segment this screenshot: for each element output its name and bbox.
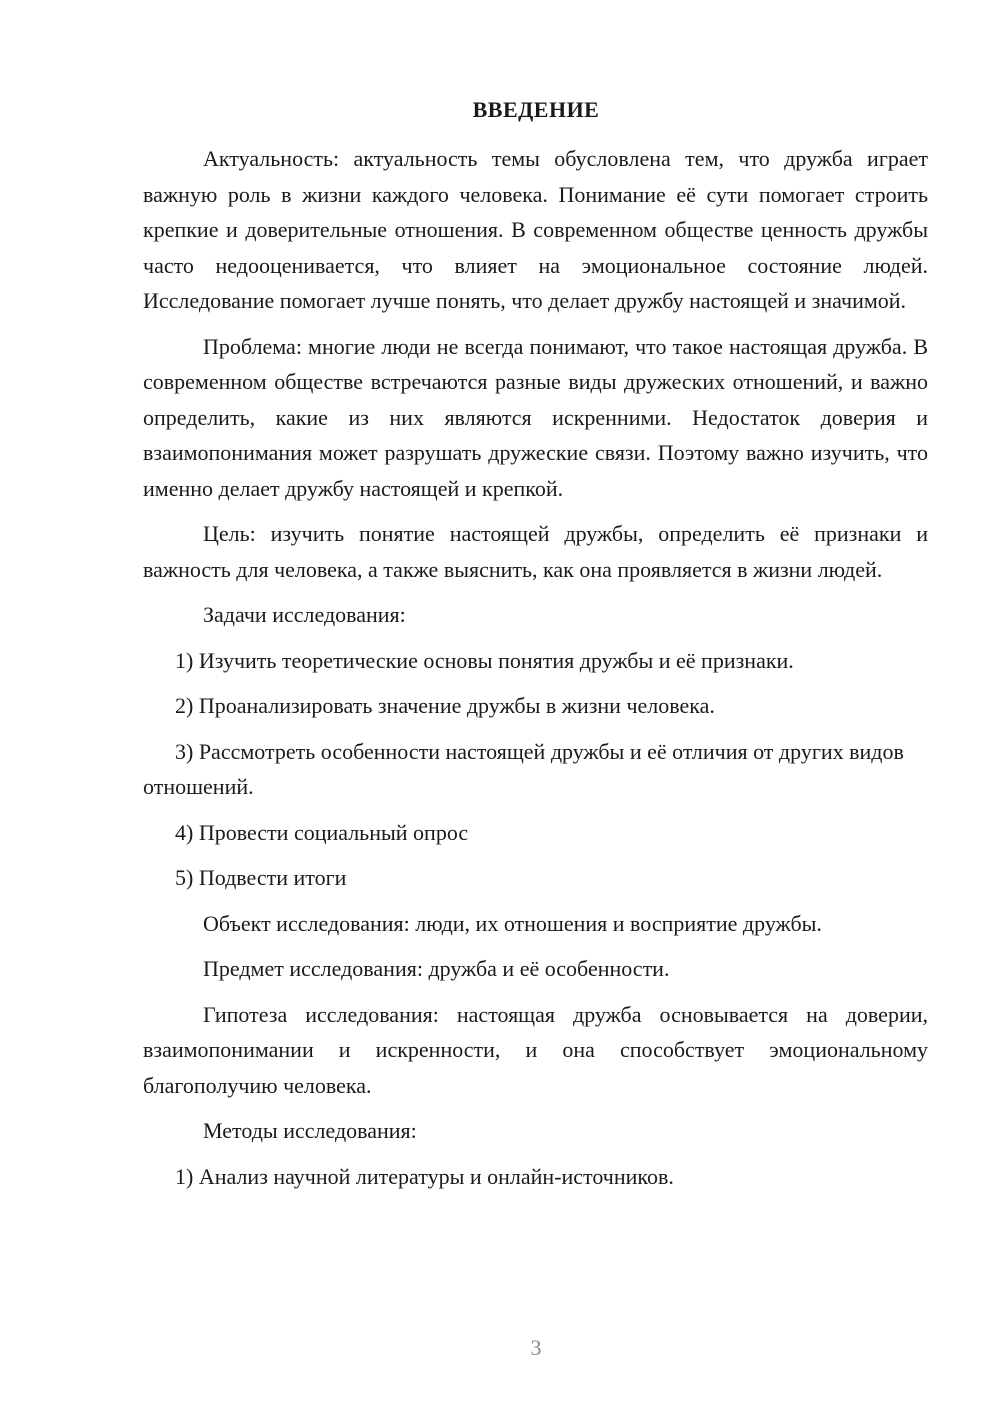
goal-paragraph: Цель: изучить понятие настоящей дружбы, определить её признаки и важность для человека, а также выяснить, как она проявляется в жизни людей. xyxy=(143,521,928,582)
problem-paragraph: Проблема: многие люди не всегда понимают, что такое настоящая дружба. В современном обществе встречаются разные виды дружеских отношений, и важно определить, какие из них являются искренними. Недостаток доверия и взаимопонимания может разрушать дружеские связи. Поэтому важно изучить, что именно делает дружбу настоящей и крепкой. xyxy=(143,333,928,501)
task-item: 4) Провести социальный опрос xyxy=(175,819,469,845)
document-body xyxy=(143,141,928,1204)
task-item: 2) Проанализировать значение дружбы в жизни человека. xyxy=(175,693,715,718)
subject-paragraph: Предмет исследования: дружба и её особенности. xyxy=(203,956,670,981)
tasks-heading: Задачи исследования: xyxy=(203,602,406,627)
methods-heading: Методы исследования: xyxy=(203,1118,417,1143)
page-number: 3 xyxy=(530,1335,542,1360)
page-title: ВВЕДЕНИЕ xyxy=(472,97,600,122)
relevance-paragraph: Актуальность: актуальность темы обусловлена тем, что дружба играет важную роль в жизни каждого человека. Понимание её сути помогает строить крепкие и доверительные отношения. В современном обществе ценность дружбы часто недооценивается, что влияет на эмоциональное состояние людей. Исследование помогает лучше понять, что делает дружбу настоящей и значимой. xyxy=(143,146,928,313)
hypothesis-paragraph: Гипотеза исследования: настоящая дружба основывается на доверии, взаимопонимании и искренности, и она способствует эмоциональному благополучию человека. xyxy=(143,1001,928,1098)
task-item: 3) Рассмотреть особенности настоящей дружбы и её отличия от других видов отношений. xyxy=(143,738,904,799)
task-item: 1) Изучить теоретические основы понятия дружбы и её признаки. xyxy=(175,647,794,673)
task-item: 5) Подвести итоги xyxy=(175,865,347,890)
method-item: 1) Анализ научной литературы и онлайн-источников. xyxy=(175,1163,674,1189)
object-paragraph: Объект исследования: люди, их отношения и восприятие дружбы. xyxy=(203,910,822,936)
